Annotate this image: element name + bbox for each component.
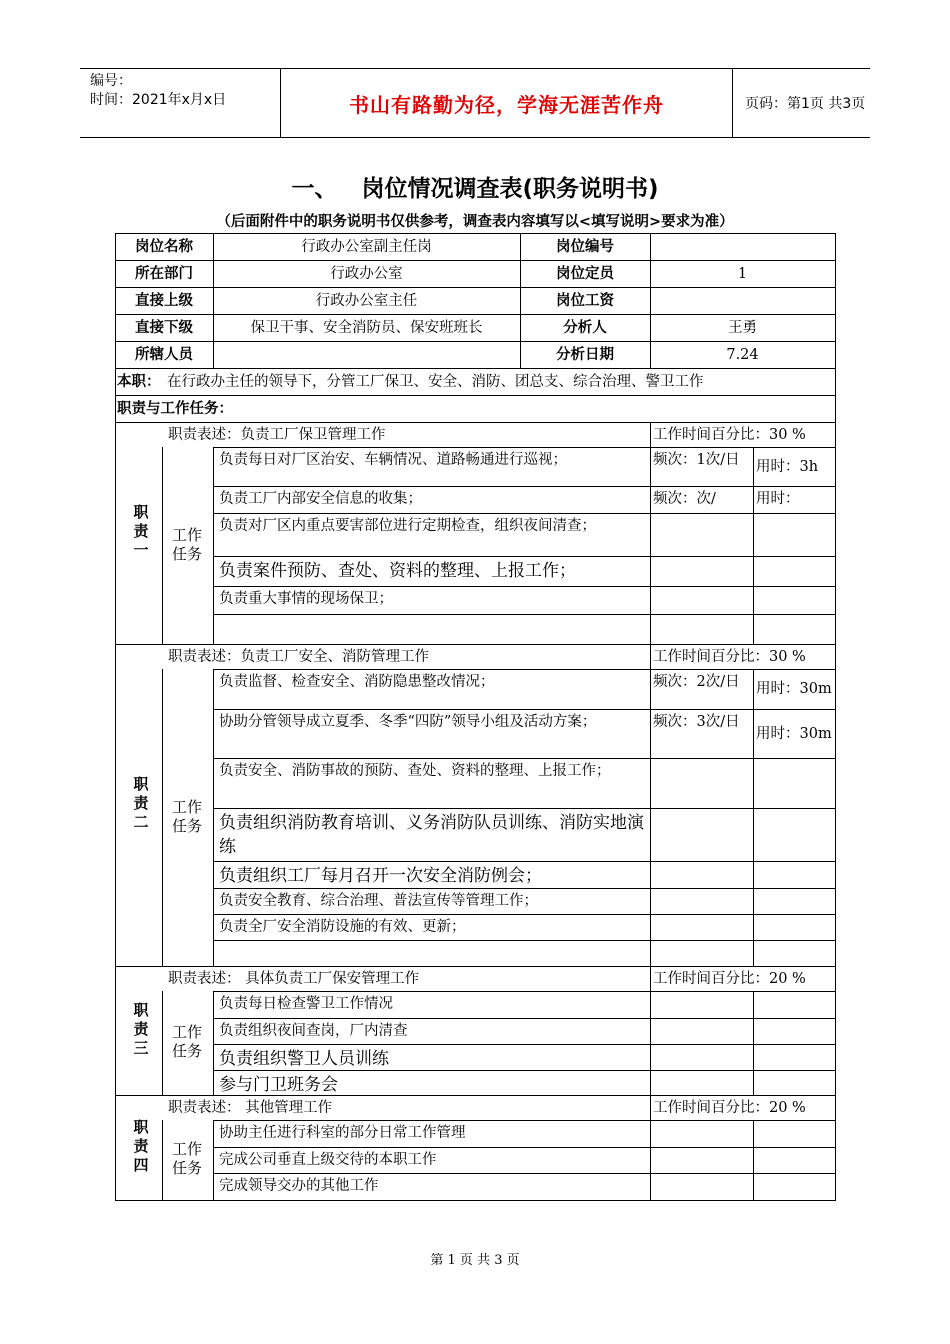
basic-value: 王勇 (728, 320, 757, 336)
task-text (219, 617, 646, 643)
task-frequency (653, 891, 750, 913)
duty-section-label: 职 责 二 (133, 775, 149, 831)
task-text: 完成公司垂直上级交待的本职工作 (219, 1152, 437, 1168)
basic-label: 直接下级 (135, 320, 193, 336)
work-task-label: 工作 任务 (171, 525, 202, 563)
task-text: 负责工厂内部安全信息的收集； (219, 491, 422, 507)
task-frequency (653, 1073, 750, 1094)
duty-statement: 职责表述：负责工厂保卫管理工作 (168, 427, 386, 443)
basic-value: 行政办公室主任 (315, 293, 418, 309)
task-text: 协助主任进行科室的部分日常工作管理 (219, 1125, 466, 1141)
work-task-label: 工作 任务 (171, 797, 202, 835)
basic-value: 1 (737, 266, 748, 282)
duty-statement: 职责表述： 其他管理工作 (168, 1100, 333, 1116)
task-text: 负责安全、消防事故的预防、查处、资料的整理、上报工作； (219, 763, 611, 779)
task-text: 负责对厂区内重点要害部位进行定期检查，组织夜间清查； (219, 518, 596, 534)
task-frequency: 频次：1次/日 (653, 452, 740, 468)
task-frequency (653, 1150, 750, 1172)
duties-header: 职责与工作任务： (117, 401, 233, 417)
task-frequency (653, 761, 750, 807)
duty-time-percent: 工作时间百分比：30 % (653, 649, 806, 665)
header-motto: 书山有路勤为径，学海无涯苦作舟 (280, 69, 733, 137)
task-frequency (653, 943, 750, 965)
task-text (219, 943, 646, 965)
task-frequency (653, 994, 750, 1017)
task-text: 参与门卫班务会 (219, 1075, 338, 1095)
doc-number-label: 编号： (90, 73, 132, 89)
duty-section-label: 职 责 三 (133, 1000, 149, 1057)
task-frequency (653, 559, 750, 585)
basic-value: 行政办公室 (330, 266, 403, 282)
task-text: 负责每日检查警卫工作情况 (219, 996, 393, 1012)
task-time: 用时： (756, 491, 800, 507)
task-frequency (653, 811, 750, 860)
basic-label: 所辖人员 (135, 347, 193, 363)
task-text: 负责安全教育、综合治理、普法宣传等管理工作； (219, 893, 538, 909)
task-frequency: 频次：3次/日 (653, 714, 740, 730)
task-time: 用时：3h (756, 458, 819, 475)
page-footer: 第 1 页 共 3 页 (430, 1253, 520, 1268)
task-frequency (653, 589, 750, 613)
basic-value: 行政办公室副主任岗 (301, 239, 432, 255)
basic-label: 岗位名称 (135, 239, 193, 255)
task-text: 负责组织警卫人员训练 (219, 1049, 389, 1069)
task-text: 负责重大事情的现场保卫； (219, 591, 393, 607)
task-frequency: 频次：次/ (653, 491, 716, 507)
task-text: 负责全厂安全消防设施的有效、更新； (219, 919, 466, 935)
duty-time-percent: 工作时间百分比：20 % (653, 971, 806, 987)
title-number: 一、 (291, 176, 338, 202)
duty-time-percent: 工作时间百分比：30 % (653, 427, 806, 443)
task-text: 负责组织夜间查岗，厂内清查 (219, 1023, 408, 1039)
basic-value: 7.24 (726, 347, 759, 363)
task-frequency (653, 516, 750, 555)
duty-time-percent: 工作时间百分比：20 % (653, 1100, 806, 1116)
duty-statement: 职责表述：负责工厂安全、消防管理工作 (168, 649, 429, 665)
basic-label: 分析日期 (556, 347, 614, 363)
task-frequency (653, 1123, 750, 1146)
basic-label: 直接上级 (135, 293, 193, 309)
task-text: 负责组织工厂每月召开一次安全消防例会； (219, 866, 542, 886)
task-text: 负责监督、检查安全、消防隐患整改情况； (219, 674, 495, 690)
main-duty-label: 本职： (117, 374, 161, 390)
basic-label: 所在部门 (135, 266, 193, 282)
basic-label: 岗位工资 (556, 293, 614, 309)
work-task-label: 工作 任务 (171, 1023, 202, 1060)
task-text: 完成领导交办的其他工作 (219, 1178, 379, 1194)
task-text: 负责组织消防教育培训、义务消防队员训练、消防实地演练 (219, 813, 644, 857)
task-frequency (653, 1047, 750, 1069)
task-time: 用时：30m (756, 725, 832, 742)
main-duty-text: 在行政办主任的领导下，分管工厂保卫、安全、消防、团总支、综合治理、警卫工作 (167, 374, 704, 390)
page-subtitle: （后面附件中的职务说明书仅供参考，调查表内容填写以<填写说明>要求为准） (216, 214, 734, 230)
task-text: 负责每日对厂区治安、车辆情况、道路畅通进行巡视； (219, 452, 567, 468)
task-frequency (653, 864, 750, 887)
duty-statement: 职责表述： 具体负责工厂保安管理工作 (168, 971, 420, 987)
task-frequency (653, 1021, 750, 1043)
header-page-label: 页码：第1页 共3页 (745, 96, 866, 112)
task-text: 负责案件预防、查处、资料的整理、上报工作； (219, 561, 576, 581)
task-frequency: 频次：2次/日 (653, 674, 740, 690)
basic-label: 分析人 (563, 320, 607, 336)
task-text: 协助分管领导成立夏季、冬季“四防”领导小组及活动方案； (219, 714, 597, 730)
basic-label: 岗位定员 (556, 266, 614, 282)
duty-section-label: 职 责 一 (133, 503, 149, 559)
title-text: 岗位情况调查表(职务说明书) (361, 176, 659, 202)
work-task-label: 工作 任务 (171, 1140, 202, 1177)
doc-time-label: 时间：2021年x月x日 (90, 92, 227, 108)
basic-value: 保卫干事、安全消防员、保安班班长 (250, 320, 483, 336)
task-frequency (653, 1176, 750, 1199)
task-time: 用时：30m (756, 681, 832, 697)
task-frequency (653, 617, 750, 643)
task-frequency (653, 917, 750, 939)
basic-label: 岗位编号 (556, 239, 614, 255)
duty-section-label: 职 责 四 (133, 1117, 149, 1174)
